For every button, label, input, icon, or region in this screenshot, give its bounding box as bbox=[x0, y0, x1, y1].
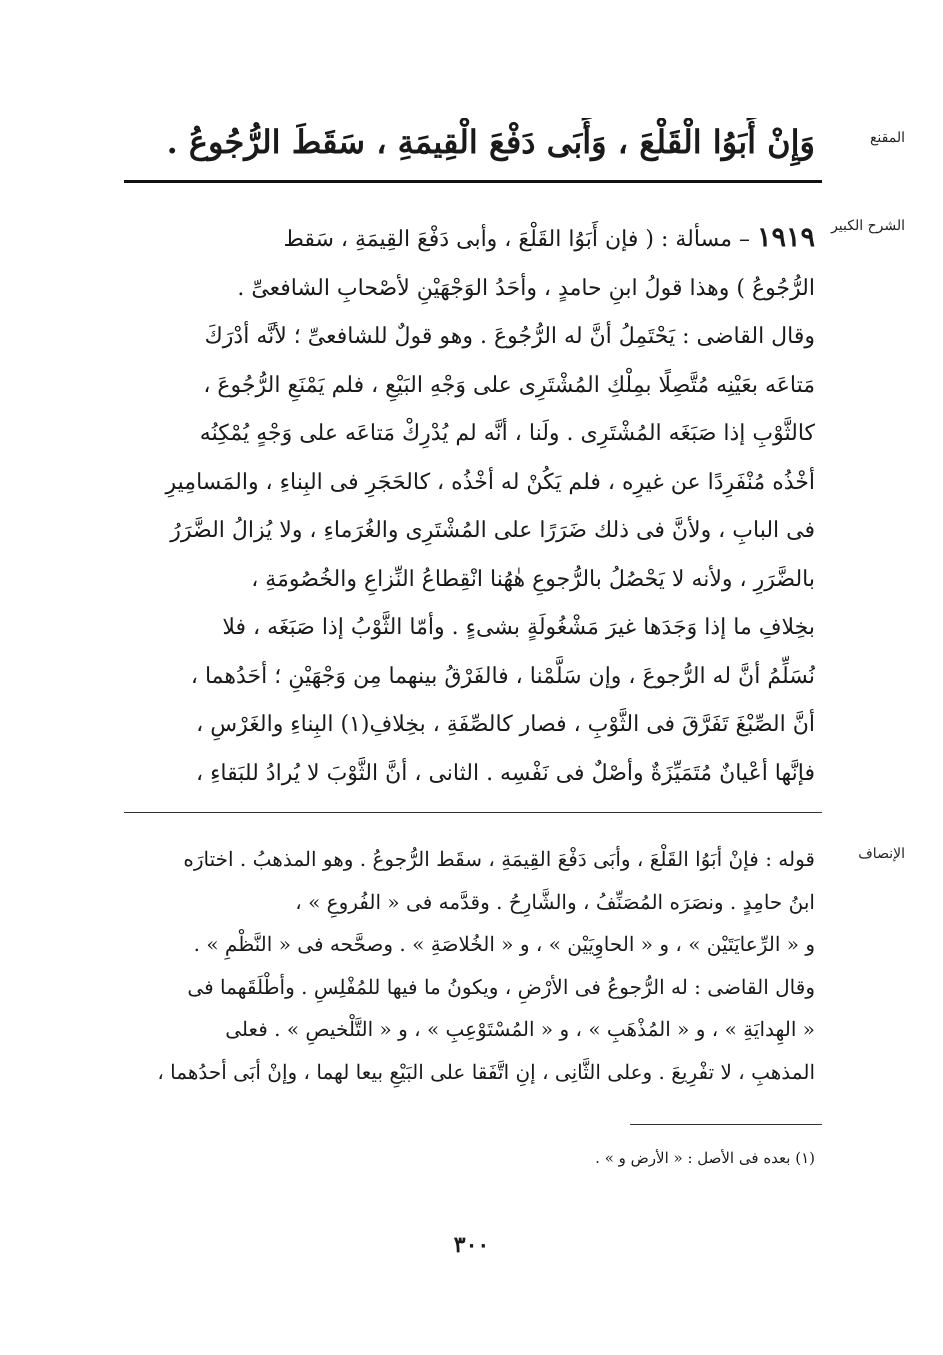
sharh-line-2: الرُّجُوعُ ) وهذا قولُ ابنِ حامدٍ ، وأحَدُ الوَجْهَيْنِ لأصْحابِ الشافعىِّ . bbox=[237, 275, 815, 301]
insaf-line-5: « الهِدايَةِ » ، و « المُذْهَبِ » ، و « المُسْتَوْعِبِ » ، و « التَّلْخيصِ » . فعلى bbox=[225, 1017, 815, 1041]
insaf-text bbox=[125, 838, 815, 1093]
top-divider bbox=[124, 180, 822, 183]
middle-divider bbox=[124, 812, 822, 813]
insaf-line-4: وقال القاضى : له الرُّجوعُ فى الأرْضِ ، ويكونُ ما فيها للمُفْلِسِ . وأطْلَقَهما فى bbox=[187, 974, 815, 999]
issue-number: ١٩١٩ bbox=[756, 222, 815, 253]
sharh-line-1: ١٩١٩ – مسألة : ( فإن أَبَوُا القَلْعَ ، وأبى دَفْعَ القِيمَةِ ، سَقط bbox=[283, 222, 815, 253]
sharh-line-7: فى البابِ ، ولأنَّ فى ذلك ضَرَرًا على المُشْتَرِى والغُرَماءِ ، ولا يُزالُ الضَّرَرُ bbox=[170, 518, 815, 543]
sharh-line-3: وقال القاضى : يَحْتَمِلُ أنَّ له الرُّجُوعَ . وهو قولٌ للشافعىِّ ؛ لأنَّه أدْرَكَ bbox=[204, 324, 815, 349]
muqni-label: المقنع bbox=[869, 130, 905, 146]
insaf-label: الإنصاف bbox=[858, 846, 905, 862]
sharh-line-4: مَتاعَه بعَيْنِه مُتَّصِلًا بمِلْكِ المُشْتَرِى على وَجْهِ البَيْعِ ، فلم يَمْنَعِ الرُّجُوعَ ، bbox=[203, 372, 815, 398]
footnote bbox=[125, 1146, 815, 1170]
footnote-divider bbox=[630, 1124, 822, 1125]
insaf-line-3: و « الرِّعايَتَيْن » ، و « الحاوِيَيْن » ، و « الخُلاصَةِ » . وصحَّحه فى « النَّظْمِ » . bbox=[193, 932, 815, 956]
sharh-line-5: كالثَّوْبِ إذا صَبَغَه المُشْتَرِى . ولَنا ، أنَّه لم يُدْرِكْ مَتاعَه على وَجْهٍ يُمْكِنُه bbox=[199, 421, 815, 446]
muqni-text bbox=[115, 118, 815, 166]
sharh-line-9: بخِلافِ ما إذا وَجَدَها غيرَ مَشْغُولَةٍ بشىءٍ . وأمّا الثَّوْبُ إذا صَبَغَه ، فلا bbox=[222, 615, 815, 640]
sharh-line-12: فإنَّها أعْيانٌ مُتَمَيِّزَةٌ وأصْلٌ فى نَفْسِه . الثانى ، أنَّ الثَّوْبَ لا يُرادُ للبَقاءِ ، bbox=[195, 760, 815, 786]
insaf-line-1: قوله : فإنْ أبَوُا القَلْعَ ، وأبَى دَفْعَ القِيمَةِ ، سقَط الرُّجوعُ . وهو المذهبُ . اختارَه bbox=[183, 847, 815, 871]
sharh-line-6: أخْذُه مُنْفَرِدًا عن غيرِه ، فلم يَكُنْ له أخْذُه ، كالحَجَرِ فى البِناءِ ، والمَسامِيرِ bbox=[165, 469, 815, 495]
sharh-label: الشرح الكبير bbox=[831, 218, 905, 234]
sharh-line-10: نُسَلِّمُ أنَّ له الرُّجوعَ ، وإن سَلَّمْنا ، فالفَرْقُ بينهما مِن وَجْهَيْنِ ؛ أحَدُهما ، bbox=[190, 663, 815, 689]
footnote-text: (١) بعده فى الأصل : « الأرض و » . bbox=[595, 1149, 815, 1167]
sharh-text bbox=[125, 214, 815, 798]
page-number: ٣٠٠ bbox=[453, 1232, 490, 1258]
sharh-line-11: أنَّ الصِّبْغَ تَفَرَّقَ فى الثَّوْبِ ، فصار كالصِّفَةِ ، بخِلافِ(١) البِناءِ والغَرْسِ ، bbox=[196, 712, 815, 737]
muqni-line: وَإِنْ أَبَوُا الْقَلْعَ ، وَأَبَى دَفْعَ الْقِيمَةِ ، سَقَطَ الرُّجُوعُ . bbox=[166, 123, 815, 161]
sharh-line-8: بالضَّرَرِ ، ولأنه لا يَحْصُلُ بالرُّجوعِ هٰهُنا انْقِطاعُ النِّزاعِ والخُصُومَةِ ، bbox=[251, 566, 815, 592]
insaf-line-2: ابنُ حامِدٍ . ونصَرَه المُصَنِّفُ ، والشَّارِحُ . وقدَّمه فى « الفُروعِ » ، bbox=[295, 889, 815, 914]
insaf-line-6: المذهبِ ، لا تفْرِيعَ . وعلى الثَّانِى ، إنِ اتَّفَقا على البَيْعِ بيعا لهما ، وإنْ أبَى أحدُهما ، bbox=[157, 1059, 815, 1084]
